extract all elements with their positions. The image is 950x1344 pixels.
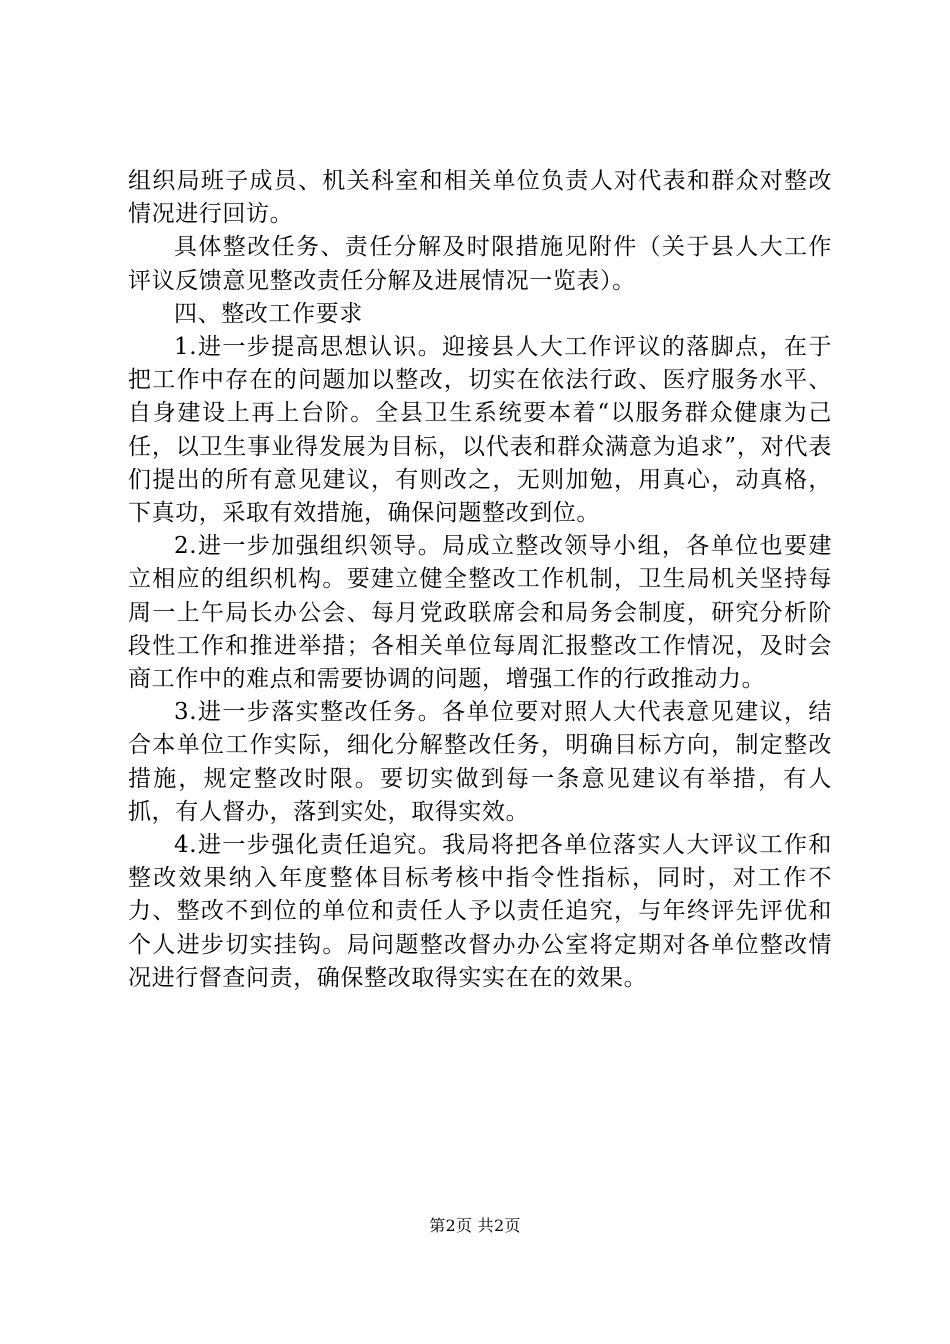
- paragraph-1: 组织局班子成员、机关科室和相关单位负责人对代表和群众对整改情况进行回访。: [128, 168, 832, 228]
- paragraph-2: 具体整改任务、责任分解及时限措施见附件（关于县人大工作评议反馈意见整改责任分解及进展情况一览表）。: [128, 234, 832, 294]
- page-number-footer: 第2页 共2页: [429, 1216, 521, 1235]
- paragraph-item-3: 3.进一步落实整改任务。各单位要对照人大代表意见建议，结合本单位工作实际，细化分解整改任务，明确目标方向，制定整改措施，规定整改时限。要切实做到每一条意见建议有举措，有人抓，有人督办，落到实处，取得实效。: [128, 699, 832, 825]
- paragraph-item-4: 4.进一步强化责任追究。我局将把各单位落实人大评议工作和整改效果纳入年度整体目标考核中指令性指标，同时，对工作不力、整改不到位的单位和责任人予以责任追究，与年终评先评优和个人进步切实挂钩。局问题整改督办办公室将定期对各单位整改情况进行督查问责，确保整改取得实实在在的效果。: [128, 832, 832, 991]
- paragraph-item-2: 2.进一步加强组织领导。局成立整改领导小组，各单位也要建立相应的组织机构。要建立健全整改工作机制，卫生局机关坚持每周一上午局长办公会、每月党政联席会和局务会制度，研究分析阶段性工作和推进举措；各相关单位每周汇报整改工作情况，及时会商工作中的难点和需要协调的问题，增强工作的行政推动力。: [128, 533, 832, 693]
- section-heading-requirements: 四、整改工作要求: [174, 300, 363, 327]
- paragraph-item-1: 1.进一步提高思想认识。迎接县人大工作评议的落脚点，在于把工作中存在的问题加以整改，切实在依法行政、医疗服务水平、自身建设上再上台阶。全县卫生系统要本着“以服务群众健康为己任，以卫生事业得发展为目标，以代表和群众满意为追求”，对代表们提出的所有意见建议，有则改之，无则加勉，用真心，动真格，下真功，采取有效措施，确保问题整改到位。: [128, 334, 832, 527]
- document-body: [128, 165, 832, 995]
